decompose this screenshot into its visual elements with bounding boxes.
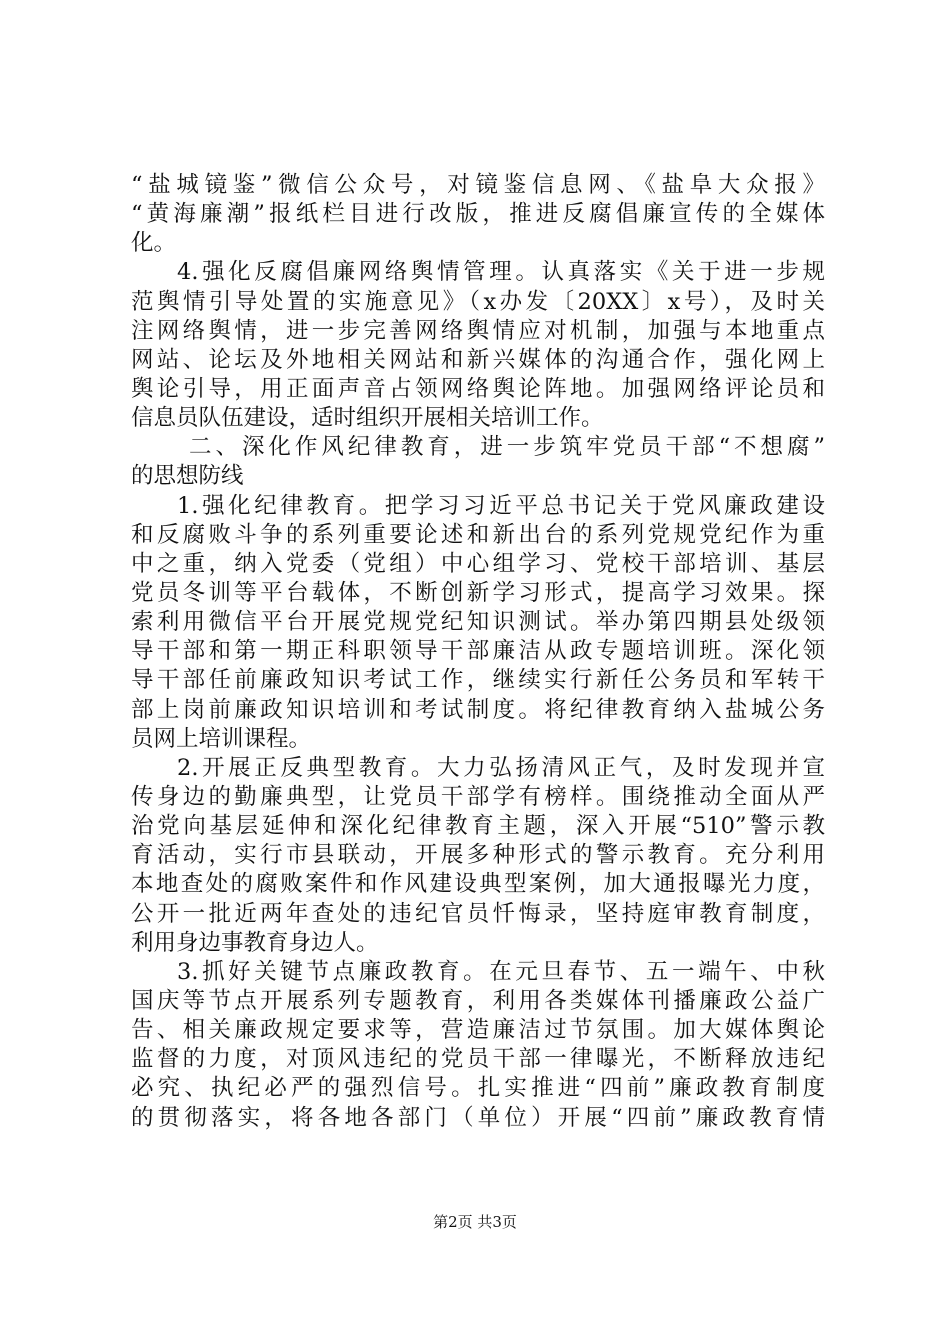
text-line: 信息员队伍建设，适时组织开展相关培训工作。 (131, 405, 604, 432)
body-text (131, 171, 825, 1133)
text-line: 1.强化纪律教育。把学习习近平总书记关于党风廉政建设 (177, 492, 825, 519)
text-line: 监督的力度，对顶风违纪的党员干部一律曝光，不断释放违纪 (131, 1046, 825, 1073)
text-line: 索利用微信平台开展党规党纪知识测试。举办第四期县处级领 (131, 609, 825, 636)
text-line: 范舆情引导处置的实施意见》（x办发〔20XX〕x号），及时关 (131, 288, 825, 315)
text-line: 公开一批近两年查处的违纪官员忏悔录，坚持庭审教育制度， (131, 900, 825, 927)
text-line: 网站、论坛及外地相关网站和新兴媒体的沟通合作，强化网上 (131, 346, 825, 373)
text-line: 2.开展正反典型教育。大力弘扬清风正气，及时发现并宣 (177, 754, 825, 781)
page-footer: 第2页 共3页 (433, 1213, 517, 1231)
text-line: 国庆等节点开展系列专题教育，利用各类媒体刊播廉政公益广 (131, 987, 825, 1014)
text-line: 导干部和第一期正科职领导干部廉洁从政专题培训班。深化领 (131, 638, 825, 665)
text-line: “黄海廉潮”报纸栏目进行改版，推进反腐倡廉宣传的全媒体 (131, 201, 825, 228)
text-line: 育活动，实行市县联动，开展多种形式的警示教育。充分利用 (131, 842, 825, 869)
text-line: 的思想防线 (131, 463, 244, 490)
text-line: 4.强化反腐倡廉网络舆情管理。认真落实《关于进一步规 (177, 259, 825, 286)
text-line: 必究、执纪必严的强烈信号。扎实推进“四前”廉政教育制度 (131, 1075, 825, 1102)
text-line: 3.抓好关键节点廉政教育。在元旦春节、五一端午、中秋 (177, 958, 825, 985)
text-line: 本地查处的腐败案件和作风建设典型案例，加大通报曝光力度， (131, 871, 825, 898)
text-line: 导干部任前廉政知识考试工作，继续实行新任公务员和军转干 (131, 667, 825, 694)
text-line: 中之重，纳入党委（党组）中心组学习、党校干部培训、基层 (131, 550, 825, 577)
text-line: 利用身边事教育身边人。 (131, 929, 379, 956)
text-line: “盐城镜鉴”微信公众号，对镜鉴信息网、《盐阜大众报》 (131, 172, 825, 198)
text-line: 二、深化作风纪律教育，进一步筑牢党员干部“不想腐” (189, 434, 825, 461)
text-line: 化。 (131, 230, 177, 257)
text-line: 部上岗前廉政知识培训和考试制度。将纪律教育纳入盐城公务 (131, 696, 825, 723)
text-line: 传身边的勤廉典型，让党员干部学有榜样。围绕推动全面从严 (131, 783, 825, 810)
text-line: 和反腐败斗争的系列重要论述和新出台的系列党规党纪作为重 (131, 521, 825, 548)
text-line: 的贯彻落实，将各地各部门（单位）开展“四前”廉政教育情 (131, 1104, 825, 1131)
text-line: 治党向基层延伸和深化纪律教育主题，深入开展“510”警示教 (131, 813, 825, 840)
text-line: 告、相关廉政规定要求等，营造廉洁过节氛围。加大媒体舆论 (131, 1017, 825, 1044)
text-line: 注网络舆情，进一步完善网络舆情应对机制，加强与本地重点 (131, 317, 825, 344)
text-line: 党员冬训等平台载体，不断创新学习形式，提高学习效果。探 (131, 579, 825, 606)
text-line: 舆论引导，用正面声音占领网络舆论阵地。加强网络评论员和 (131, 375, 825, 402)
text-line: 员网上培训课程。 (131, 725, 312, 752)
